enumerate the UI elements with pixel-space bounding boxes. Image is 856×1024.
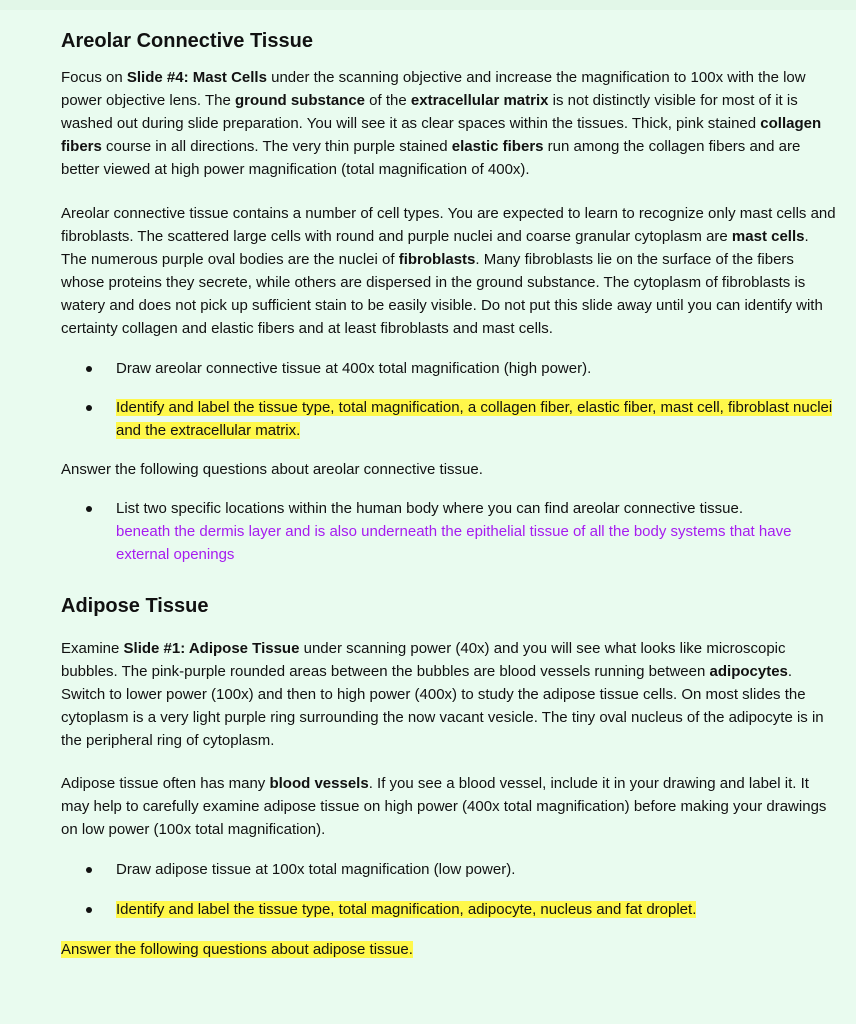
list-item-draw-areolar: [61, 357, 836, 380]
page-top-edge: [0, 0, 856, 10]
bold-term: blood vessels: [269, 775, 369, 792]
areolar-section-title: Areolar Connective Tissue: [61, 30, 313, 52]
list-item-question-locations: [61, 497, 836, 566]
adipose-paragraph-1: [61, 637, 836, 752]
identify-areolar-text: Identify and label the tissue type, total magnification, a collagen fiber, elastic fiber, mast cell, fibroblast nuclei and the extracellular matrix.: [116, 399, 833, 439]
areolar-task-list: [61, 357, 836, 442]
text-run: Areolar connective tissue contains a number of cell types. You are expected to learn to recognize only mast cells and fibroblasts. The scattered large cells with round and purple nuclei and coarse granular cytoplasm are: [61, 205, 836, 245]
adipose-section-title: Adipose Tissue: [61, 595, 209, 617]
question-locations-text: List two specific locations within the human body where you can find areolar connective tissue.: [116, 500, 744, 517]
areolar-question-list: [61, 497, 836, 566]
bullet-icon: [86, 366, 92, 372]
areolar-paragraph-2: [61, 202, 836, 340]
adipose-paragraph-2: [61, 772, 836, 841]
text-run: . Switch to lower power (100x) and then to high power (400x) to study the adipose tissue cells. On most slides the cytoplasm is a very light purple ring surrounding the now vacant vesicle. The tiny oval nucleus of the adipocyte is in the peripheral ring of cytoplasm.: [61, 663, 824, 749]
bold-term: fibroblasts: [398, 251, 476, 268]
draw-adipose-text: Draw adipose tissue at 100x total magnification (low power).: [116, 861, 516, 878]
text-run: Examine: [61, 640, 124, 657]
adipose-questions-intro-text: Answer the following questions about adipose tissue.: [61, 941, 413, 958]
text-run: . Many fibroblasts lie on the surface of the fibers whose proteins they secrete, while others are dispersed in the ground substance. The cytoplasm of fibroblasts is watery and does not pick up sufficient stain to be easily visible. Do not put this slide away until you can identify with certainty collagen and elastic fibers and at least fibroblasts and mast cells.: [61, 251, 823, 337]
text-run: course in all directions. The very thin purple stained: [101, 138, 452, 155]
adipose-questions-intro: [61, 938, 836, 961]
text-run: run among the collagen fibers and are better viewed at high power magnification (total magnification of 400x).: [61, 138, 801, 178]
text-run: Focus on: [61, 69, 127, 86]
bullet-icon: [86, 405, 92, 411]
adipose-task-list: [61, 858, 836, 921]
areolar-questions-intro: Answer the following questions about areolar connective tissue.: [61, 461, 483, 478]
bold-term: mast cells: [731, 228, 805, 245]
bold-term: Slide #1: Adipose Tissue: [123, 640, 300, 657]
identify-adipose-text: Identify and label the tissue type, total magnification, adipocyte, nucleus and fat droplet.: [116, 901, 697, 918]
text-run: of the: [365, 92, 411, 109]
bold-term: collagen fibers: [61, 115, 822, 155]
list-item-identify-areolar: [61, 396, 836, 442]
bullet-icon: [86, 907, 92, 913]
areolar-paragraph-1: [61, 66, 836, 181]
list-item-identify-adipose: [61, 898, 836, 921]
bold-term: adipocytes: [709, 663, 788, 680]
text-run: Adipose tissue often has many: [61, 775, 270, 792]
bullet-icon: [86, 867, 92, 873]
bullet-icon: [86, 506, 92, 512]
list-item-draw-adipose: [61, 858, 836, 881]
text-run: under the scanning objective and increase the magnification to 100x with the low power objective lens. The: [61, 69, 806, 109]
bold-term: extracellular matrix: [410, 92, 549, 109]
answer-locations-text[interactable]: beneath the dermis layer and is also underneath the epithelial tissue of all the body systems that have external openings: [116, 523, 792, 563]
text-run: under scanning power (40x) and you will see what looks like microscopic bubbles. The pink-purple rounded areas between the bubbles are blood vessels running between: [61, 640, 786, 680]
text-run: is not distinctly visible for most of it is washed out during slide preparation. You will see it as clear spaces within the tissues. Thick, pink stained: [61, 92, 798, 132]
draw-areolar-text: Draw areolar connective tissue at 400x total magnification (high power).: [116, 360, 592, 377]
text-run: . If you see a blood vessel, include it in your drawing and label it. It may help to carefully examine adipose tissue on high power (400x total magnification) before making your drawings on low power (100x total magnification).: [61, 775, 827, 838]
bold-term: elastic fibers: [451, 138, 544, 155]
text-run: . The numerous purple oval bodies are the nuclei of: [61, 228, 809, 268]
bold-term: Slide #4: Mast Cells: [126, 69, 267, 86]
bold-term: ground substance: [235, 92, 366, 109]
